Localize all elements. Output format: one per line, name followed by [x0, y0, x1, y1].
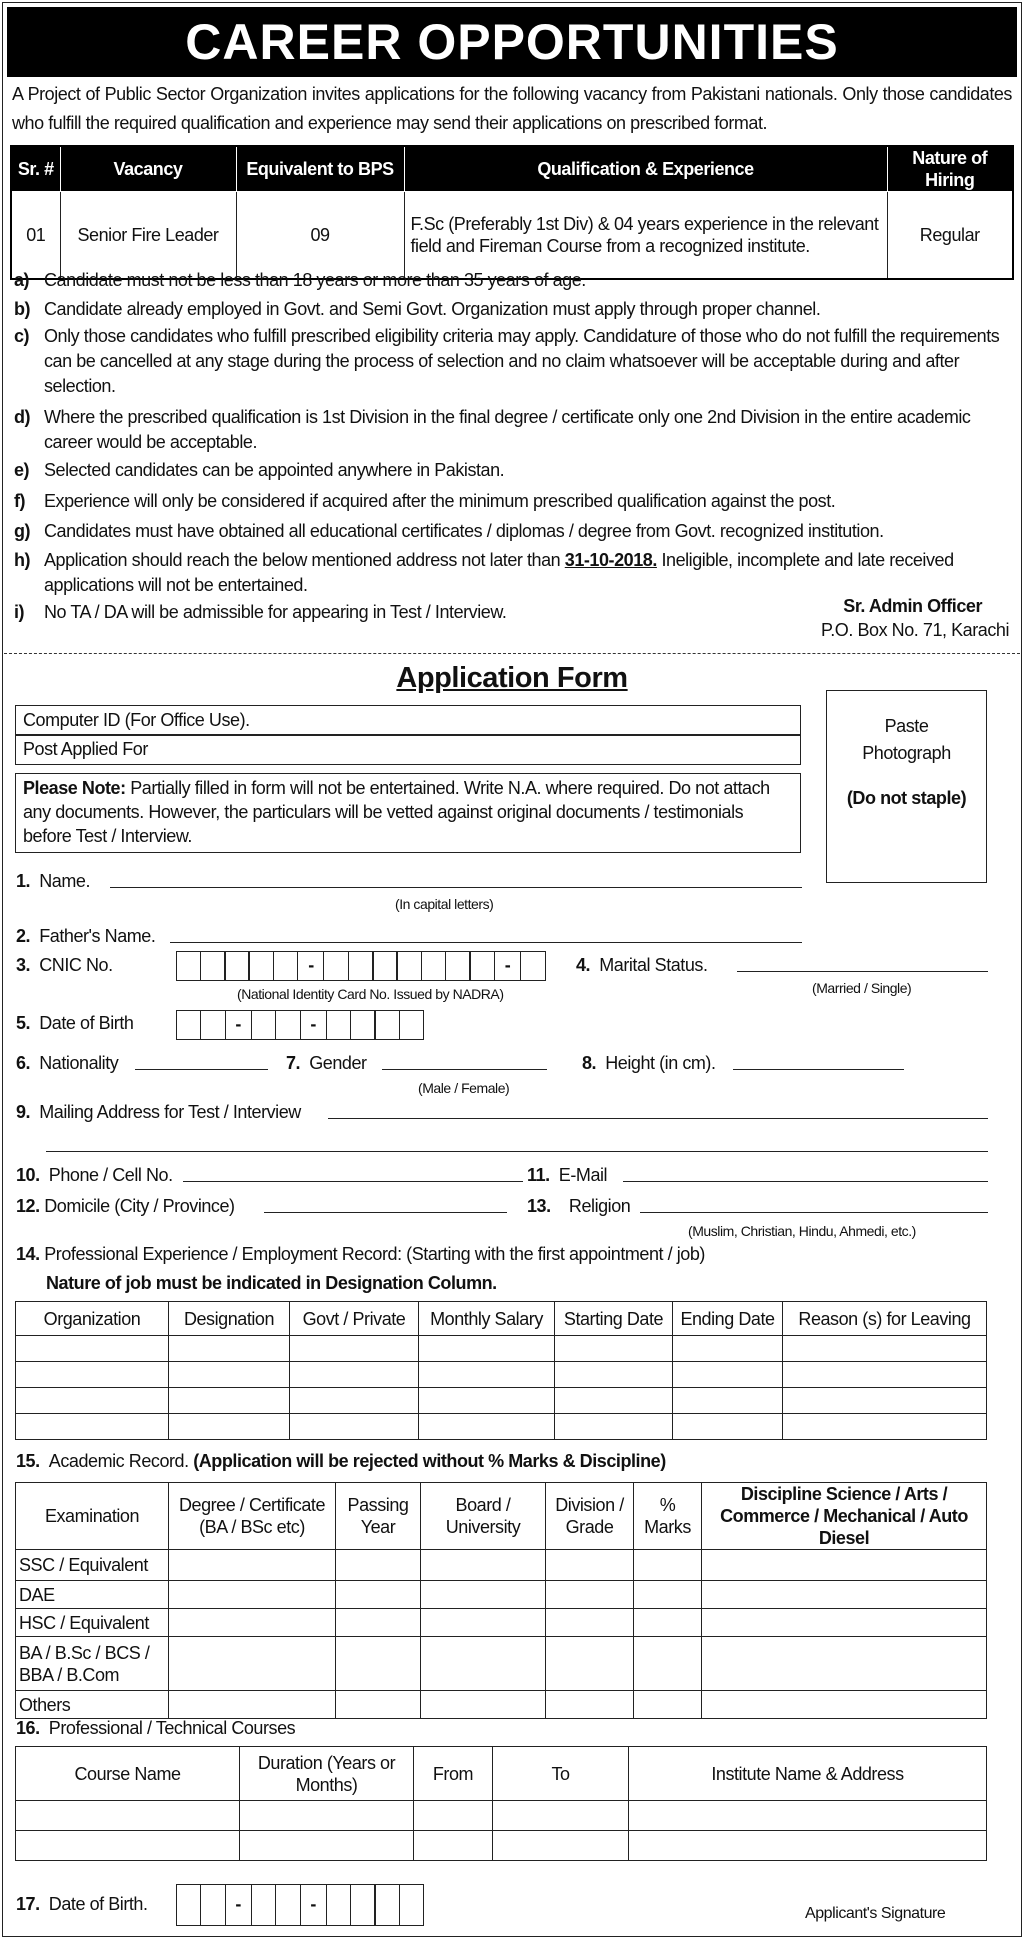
input-cell[interactable] [783, 1362, 987, 1388]
intro-text: A Project of Public Sector Organization invites applications for the following vacancy from Pakistani nationals. Only those candidates who fulfill the required qualification and experience may send their applications on prescribed format. [12, 84, 1012, 133]
digit-box[interactable] [372, 951, 398, 981]
digit-box[interactable] [421, 951, 447, 981]
nationality-label: 6. Nationality [16, 1053, 119, 1073]
digit-box[interactable] [176, 951, 202, 981]
input-cell[interactable] [546, 1637, 634, 1691]
input-cell[interactable] [290, 1388, 419, 1414]
input-cell[interactable] [421, 1550, 546, 1581]
condition-c: c) Only those candidates who fulfill prescribed eligibility criteria may apply. Candidature of those who do not fulfill the requirements can be cancelled at any stage during the process of selection and no claim whatsoever will be acceptable during and after selection. [14, 326, 1000, 396]
input-cell[interactable] [290, 1362, 419, 1388]
table-row [16, 1362, 987, 1388]
input-cell[interactable] [336, 1581, 421, 1609]
marital-hint: (Married / Single) [812, 980, 912, 996]
input-cell[interactable] [16, 1362, 169, 1388]
input-cell[interactable] [419, 1362, 555, 1388]
email-input[interactable] [623, 1181, 988, 1182]
table-header-row [16, 1747, 987, 1801]
condition-e: e) Selected candidates can be appointed anywhere in Pakistan. [14, 460, 505, 480]
table-row [16, 1801, 987, 1831]
input-cell[interactable] [702, 1609, 987, 1637]
header-vacancy: Vacancy [60, 146, 236, 192]
table-header-row [11, 146, 1013, 192]
post-applied-field[interactable]: Post Applied For [15, 734, 801, 765]
digit-box[interactable] [176, 1884, 202, 1926]
header-bps: Equivalent to BPS [236, 146, 404, 192]
column-header: Board / University [421, 1483, 546, 1550]
column-header: Passing Year [336, 1483, 421, 1550]
input-cell[interactable] [702, 1550, 987, 1581]
input-cell[interactable] [16, 1414, 169, 1440]
input-cell[interactable] [629, 1801, 987, 1831]
input-cell[interactable] [414, 1801, 493, 1831]
input-cell[interactable] [634, 1691, 702, 1719]
vacancy-table [10, 145, 1014, 280]
cnic-label: 3. CNIC No. [16, 955, 113, 975]
marital-input[interactable] [737, 971, 988, 972]
mailing-input[interactable] [328, 1118, 988, 1119]
table-row [16, 1637, 987, 1691]
input-cell[interactable] [783, 1388, 987, 1414]
input-cell[interactable] [555, 1388, 673, 1414]
input-cell[interactable] [169, 1336, 290, 1362]
digit-box[interactable] [520, 951, 546, 981]
page-title: CAREER OPPORTUNITIES [7, 7, 1017, 77]
digit-box[interactable] [374, 1010, 400, 1040]
row-label: HSC / Equivalent [16, 1609, 169, 1637]
column-header: Degree / Certificate (BA / BSc etc) [169, 1483, 336, 1550]
dash-separator: - [298, 951, 323, 981]
column-header: Monthly Salary [419, 1302, 555, 1336]
input-cell[interactable] [673, 1388, 783, 1414]
digit-box[interactable] [275, 1884, 301, 1926]
father-label: 2. Father's Name. [16, 926, 156, 946]
digit-box[interactable] [248, 951, 274, 981]
input-cell[interactable] [702, 1691, 987, 1719]
experience-table[interactable] [15, 1301, 987, 1440]
input-cell[interactable] [169, 1362, 290, 1388]
phone-label: 10. Phone / Cell No. [16, 1165, 173, 1185]
digit-box[interactable] [469, 951, 495, 981]
digit-box[interactable] [374, 1884, 400, 1926]
table-row [16, 1691, 987, 1719]
digit-box[interactable] [251, 1884, 277, 1926]
cell-vacancy: Senior Fire Leader [60, 192, 236, 279]
column-header: Division / Grade [546, 1483, 634, 1550]
condition-f: f) Experience will only be considered if acquired after the minimum prescribed qualification against the post. [14, 491, 836, 511]
table-row [16, 1581, 987, 1609]
input-cell[interactable] [336, 1637, 421, 1691]
courses-table[interactable] [15, 1746, 987, 1861]
nationality-input[interactable] [135, 1069, 268, 1070]
digit-box[interactable] [323, 951, 349, 981]
input-cell[interactable] [419, 1336, 555, 1362]
input-cell[interactable] [169, 1414, 290, 1440]
courses-label: 16. Professional / Technical Courses [16, 1718, 296, 1738]
religion-label: 13. Religion [527, 1196, 631, 1216]
dob-label: 5. Date of Birth [16, 1013, 134, 1033]
dash-separator: - [301, 1010, 326, 1040]
table-row [16, 1414, 987, 1440]
digit-box[interactable] [275, 1010, 301, 1040]
mailing-label: 9. Mailing Address for Test / Interview [16, 1102, 301, 1122]
input-cell[interactable] [414, 1831, 493, 1861]
input-cell[interactable] [555, 1336, 673, 1362]
input-cell[interactable] [16, 1831, 240, 1861]
digit-box[interactable] [326, 1884, 352, 1926]
input-cell[interactable] [493, 1831, 629, 1861]
input-cell[interactable] [546, 1581, 634, 1609]
input-cell[interactable] [169, 1637, 336, 1691]
table-row [11, 192, 1013, 279]
input-cell[interactable] [240, 1801, 414, 1831]
deadline-date: 31-10-2018. [564, 550, 657, 570]
input-cell[interactable] [783, 1336, 987, 1362]
input-cell[interactable] [169, 1691, 336, 1719]
condition-d: d) Where the prescribed qualification is 1st Division in the final degree / certificate only one 2nd Division in the entire academic career would be acceptable. [14, 407, 971, 452]
please-note-box: Please Note: Partially filled in form will not be entertained. Write N.A. where required. Do not attach any documents. However, the particulars will be vetted against original documents / testimonials before Test / Interview. [15, 773, 801, 853]
height-label: 8. Height (in cm). [582, 1053, 716, 1073]
religion-input[interactable] [640, 1212, 988, 1213]
input-cell[interactable] [16, 1336, 169, 1362]
input-cell[interactable] [169, 1550, 336, 1581]
dob-input-boxes[interactable] [177, 1010, 424, 1040]
input-cell[interactable] [493, 1801, 629, 1831]
digit-box[interactable] [399, 1884, 425, 1926]
dob2-label: 17. Date of Birth. [16, 1894, 148, 1914]
table-row [16, 1831, 987, 1861]
dash-separator: - [301, 1884, 326, 1926]
input-cell[interactable] [546, 1691, 634, 1719]
column-header: Designation [169, 1302, 290, 1336]
phone-input[interactable] [183, 1181, 523, 1182]
input-cell[interactable] [169, 1388, 290, 1414]
input-cell[interactable] [546, 1609, 634, 1637]
digit-box[interactable] [224, 951, 250, 981]
name-hint: (In capital letters) [395, 896, 494, 912]
digit-box[interactable] [200, 1010, 226, 1040]
row-label: Others [16, 1691, 169, 1719]
input-cell[interactable] [336, 1609, 421, 1637]
name-label: 1. Name. [16, 871, 91, 891]
condition-g: g) Candidates must have obtained all educational certificates / diplomas / degree from Govt. recognized institution. [14, 521, 884, 541]
input-cell[interactable] [169, 1581, 336, 1609]
digit-box[interactable] [176, 1010, 202, 1040]
cell-qualification: F.Sc (Preferably 1st Div) & 04 years experience in the relevant field and Fireman Course from a recognized institute. [404, 192, 887, 279]
input-cell[interactable] [634, 1637, 702, 1691]
domicile-input[interactable] [264, 1212, 507, 1213]
digit-box[interactable] [399, 1010, 425, 1040]
table-row [16, 1550, 987, 1581]
input-cell[interactable] [16, 1801, 240, 1831]
column-header: Starting Date [555, 1302, 673, 1336]
marital-label: 4. Marital Status. [576, 955, 708, 975]
input-cell[interactable] [421, 1691, 546, 1719]
input-cell[interactable] [555, 1414, 673, 1440]
input-cell[interactable] [421, 1581, 546, 1609]
input-cell[interactable] [336, 1550, 421, 1581]
signature-label: Applicant's Signature [805, 1905, 946, 1922]
cnic-input-boxes[interactable] [177, 951, 546, 981]
experience-note: Nature of job must be indicated in Designation Column. [46, 1273, 497, 1293]
digit-box[interactable] [326, 1010, 352, 1040]
input-cell[interactable] [702, 1637, 987, 1691]
table-header-row [16, 1483, 987, 1550]
dash-separator: - [226, 1884, 251, 1926]
digit-box[interactable] [273, 951, 299, 981]
digit-box[interactable] [350, 1010, 376, 1040]
cell-bps: 09 [236, 192, 404, 279]
column-header: Ending Date [673, 1302, 783, 1336]
input-cell[interactable] [421, 1637, 546, 1691]
experience-label: 14. Professional Experience / Employment Record: (Starting with the first appointment / job) [16, 1244, 705, 1264]
row-label: DAE [16, 1581, 169, 1609]
gender-hint: (Male / Female) [418, 1080, 510, 1096]
column-header: % Marks [634, 1483, 702, 1550]
column-header: Discipline Science / Arts / Commerce / Mechanical / Auto Diesel [702, 1483, 987, 1550]
condition-b: b) Candidate already employed in Govt. and Semi Govt. Organization must apply through proper channel. [14, 299, 821, 319]
name-input[interactable] [110, 887, 802, 888]
input-cell[interactable] [290, 1414, 419, 1440]
condition-h: h) Application should reach the below mentioned address not later than 31-10-2018. Ineligible, incomplete and late received applications will not be entertained. [14, 550, 954, 595]
condition-a: a) Candidate must not be less than 18 years or more than 35 years of age. [14, 270, 586, 290]
input-cell[interactable] [546, 1550, 634, 1581]
digit-box[interactable] [200, 951, 226, 981]
row-label: SSC / Equivalent [16, 1550, 169, 1581]
height-input[interactable] [733, 1069, 904, 1070]
gender-input[interactable] [382, 1069, 547, 1070]
table-header-row [16, 1302, 987, 1336]
cell-hiring: Regular [887, 192, 1013, 279]
input-cell[interactable] [634, 1550, 702, 1581]
header-sr: Sr. # [11, 146, 60, 192]
table-row [16, 1609, 987, 1637]
cut-line [4, 653, 1020, 654]
table-row [16, 1336, 987, 1362]
input-cell[interactable] [240, 1831, 414, 1861]
input-cell[interactable] [629, 1831, 987, 1861]
email-label: 11. E-Mail [527, 1165, 608, 1185]
input-cell[interactable] [421, 1609, 546, 1637]
digit-box[interactable] [445, 951, 471, 981]
po-box: P.O. Box No. 71, Karachi [821, 620, 1009, 640]
row-label: BA / B.Sc / BCS / BBA / B.Com [16, 1637, 169, 1691]
digit-box[interactable] [396, 951, 422, 981]
table-row [16, 1388, 987, 1414]
dash-separator: - [495, 951, 520, 981]
cnic-hint: (National Identity Card No. Issued by NADRA) [237, 986, 504, 1002]
religion-hint: (Muslim, Christian, Hindu, Ahmedi, etc.) [688, 1223, 916, 1239]
column-header: Organization [16, 1302, 169, 1336]
header-hiring: Nature of Hiring [887, 146, 1013, 192]
dash-separator: - [226, 1010, 251, 1040]
form-title: Application Form [396, 662, 628, 694]
column-header: Duration (Years or Months) [240, 1747, 414, 1801]
input-cell[interactable] [290, 1336, 419, 1362]
digit-box[interactable] [251, 1010, 277, 1040]
input-cell[interactable] [673, 1414, 783, 1440]
input-cell[interactable] [702, 1581, 987, 1609]
photo-box[interactable]: Paste Photograph (Do not staple) [826, 690, 987, 883]
digit-box[interactable] [348, 951, 374, 981]
input-cell[interactable] [673, 1336, 783, 1362]
input-cell[interactable] [419, 1388, 555, 1414]
column-header: To [493, 1747, 629, 1801]
column-header: From [414, 1747, 493, 1801]
domicile-label: 12. Domicile (City / Province) [16, 1196, 235, 1216]
input-cell[interactable] [336, 1691, 421, 1719]
dob2-input-boxes[interactable] [177, 1884, 424, 1926]
academic-label: 15. Academic Record. (Application will be rejected without % Marks & Discipline) [16, 1451, 666, 1471]
input-cell[interactable] [16, 1388, 169, 1414]
father-name-input[interactable] [170, 942, 802, 943]
column-header: Examination [16, 1483, 169, 1550]
input-cell[interactable] [634, 1581, 702, 1609]
academic-table[interactable] [15, 1482, 987, 1719]
cell-sr: 01 [11, 192, 60, 279]
column-header: Reason (s) for Leaving [783, 1302, 987, 1336]
condition-i: i) No TA / DA will be admissible for appearing in Test / Interview. [14, 602, 507, 622]
gender-label: 7. Gender [286, 1053, 367, 1073]
input-cell[interactable] [634, 1609, 702, 1637]
column-header: Institute Name & Address [629, 1747, 987, 1801]
input-cell[interactable] [555, 1362, 673, 1388]
input-cell[interactable] [419, 1414, 555, 1440]
digit-box[interactable] [350, 1884, 376, 1926]
input-cell[interactable] [783, 1414, 987, 1440]
computer-id-field[interactable]: Computer ID (For Office Use). [15, 705, 801, 736]
input-cell[interactable] [673, 1362, 783, 1388]
column-header: Govt / Private [290, 1302, 419, 1336]
mailing-input-line2[interactable] [46, 1151, 988, 1152]
digit-box[interactable] [200, 1884, 226, 1926]
header-qualification: Qualification & Experience [404, 146, 887, 192]
officer-title: Sr. Admin Officer [843, 596, 982, 616]
column-header: Course Name [16, 1747, 240, 1801]
input-cell[interactable] [169, 1609, 336, 1637]
